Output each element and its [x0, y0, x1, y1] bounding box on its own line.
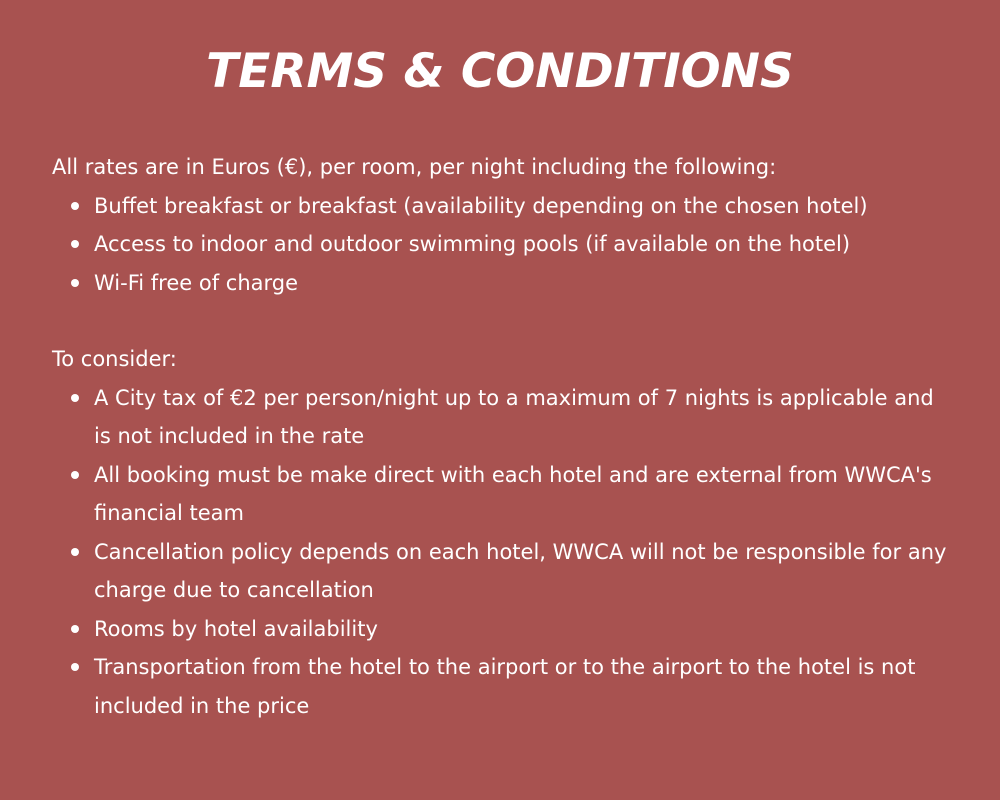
list-item-text: Rooms by hotel availability	[94, 616, 378, 641]
list-item	[52, 379, 952, 456]
list-item-text: All booking must be make direct with each hotel and are external from WWCA's financial team	[94, 462, 932, 525]
list-item-text: Transportation from the hotel to the airport or to the airport to the hotel is not included in the price	[94, 655, 916, 718]
bullet-icon	[71, 663, 79, 671]
list-item	[52, 456, 952, 533]
list-item	[52, 264, 952, 303]
section-spacer	[52, 302, 952, 340]
consider-intro: To consider:	[52, 347, 177, 371]
bullet-icon	[71, 240, 79, 248]
bullet-icon	[71, 202, 79, 210]
bullet-icon	[71, 279, 79, 287]
included-list	[52, 187, 952, 303]
page-title: TERMS & CONDITIONS	[206, 44, 794, 99]
list-item	[52, 533, 952, 610]
list-item-text: Buffet breakfast or breakfast (availability depending on the chosen hotel)	[94, 193, 868, 218]
terms-content	[52, 148, 952, 725]
list-item	[52, 648, 952, 725]
list-item-text: Access to indoor and outdoor swimming pools (if available on the hotel)	[94, 232, 851, 256]
bullet-icon	[71, 625, 79, 633]
list-item	[52, 187, 952, 226]
list-item	[52, 225, 952, 264]
bullet-icon	[71, 471, 79, 479]
rates-intro: All rates are in Euros (€), per room, per night including the following:	[52, 155, 777, 179]
bullet-icon	[71, 394, 79, 402]
list-item	[52, 610, 952, 649]
list-item-text: Wi-Fi free of charge	[94, 270, 299, 295]
bullet-icon	[71, 548, 79, 556]
list-item-text: A City tax of €2 per person/night up to a maximum of 7 nights is applicable and is not included in the rate	[94, 385, 934, 448]
list-item-text: Cancellation policy depends on each hotel, WWCA will not be responsible for any charge due to cancellation	[94, 539, 947, 602]
consider-list	[52, 379, 952, 726]
